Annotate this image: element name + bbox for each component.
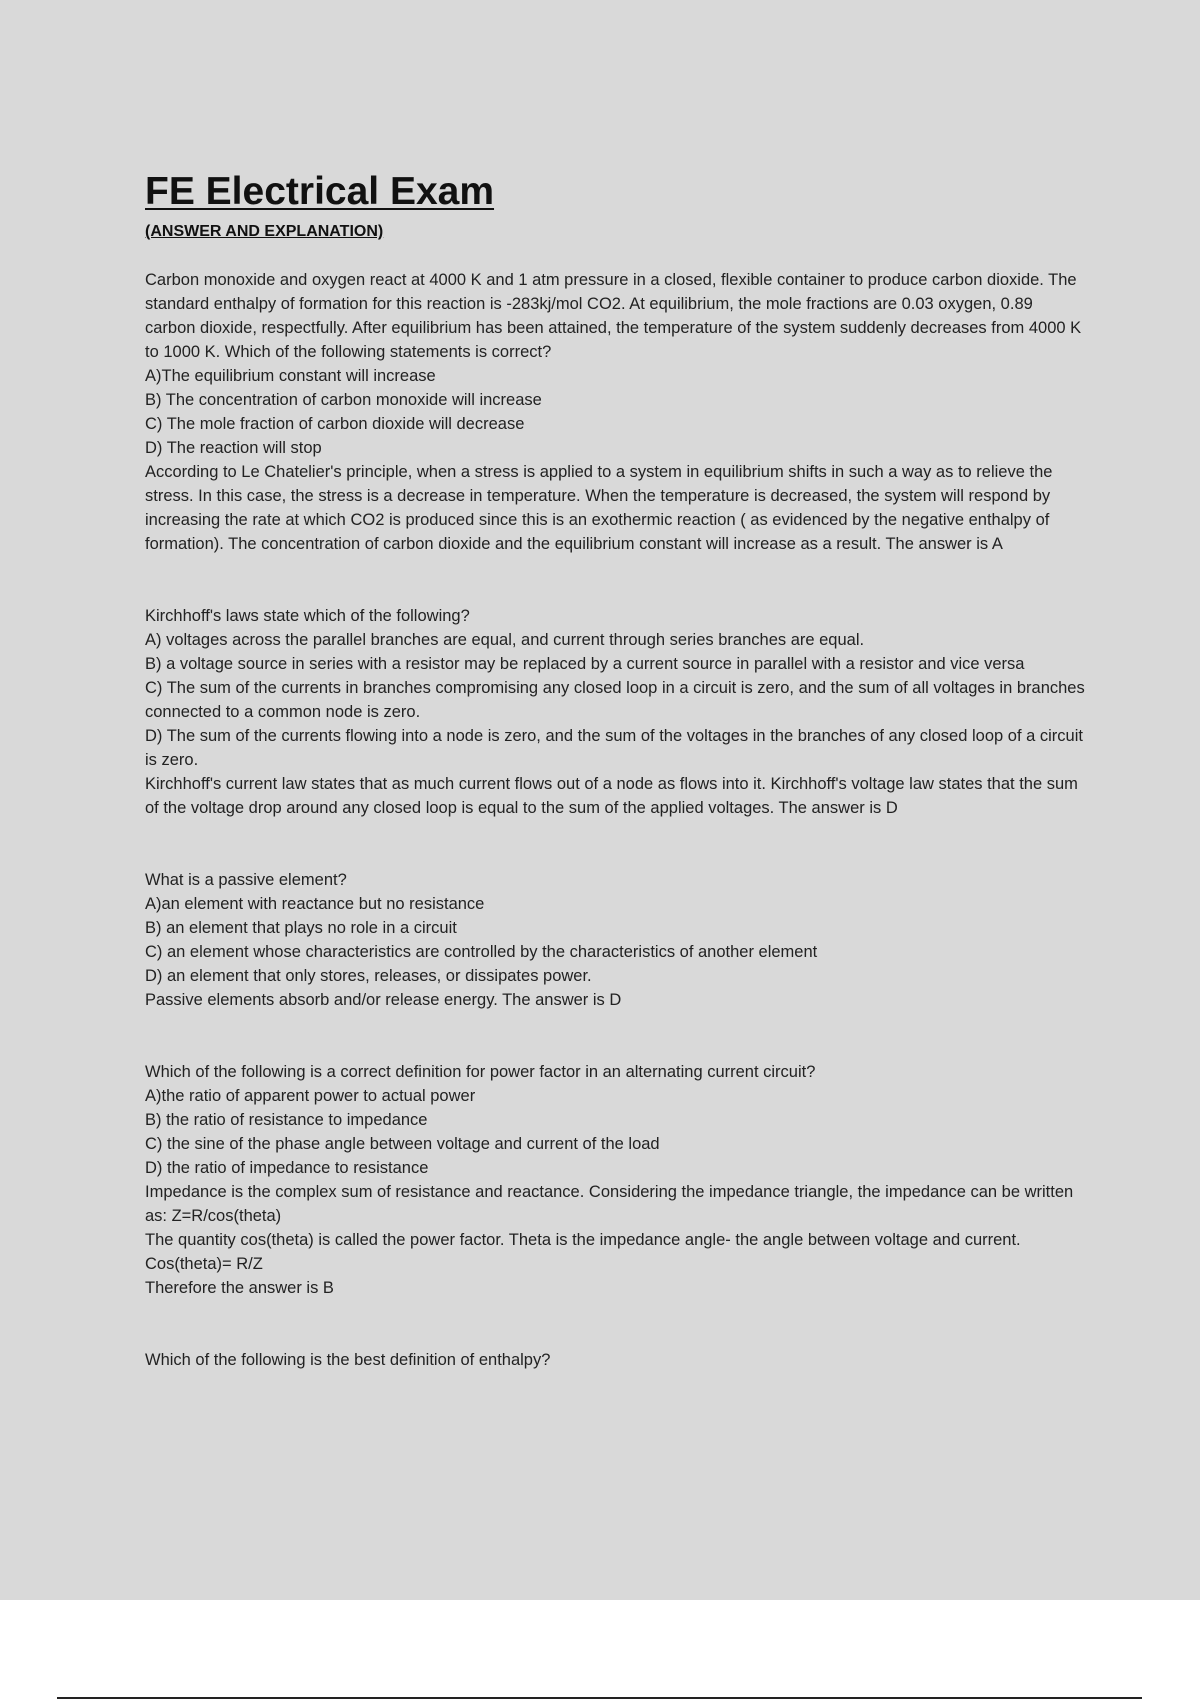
option-d: D) The sum of the currents flowing into a node is zero, and the sum of the voltages in the branches of any closed loop of a circuit is zero. xyxy=(145,727,1083,769)
question-block-2 xyxy=(145,604,1085,820)
explanation: Impedance is the complex sum of resistance and reactance. Considering the impedance triangle, the impedance can be written as: Z=R/cos(theta) xyxy=(145,1183,1074,1225)
answer-line: Therefore the answer is B xyxy=(145,1279,334,1297)
question-block-3 xyxy=(145,868,1085,1012)
page-title: FE Electrical Exam xyxy=(145,170,495,213)
option-a: A)the ratio of apparent power to actual power xyxy=(145,1087,476,1105)
option-d: D) an element that only stores, releases, or dissipates power. xyxy=(145,967,592,985)
option-a: A)an element with reactance but no resistance xyxy=(145,895,485,913)
explanation: The quantity cos(theta) is called the power factor. Theta is the impedance angle- the angle between voltage and current. xyxy=(145,1231,1021,1249)
option-c: C) The mole fraction of carbon dioxide will decrease xyxy=(145,415,525,433)
option-a: A) voltages across the parallel branches are equal, and current through series branches are equal. xyxy=(145,631,865,649)
footer-divider xyxy=(57,1697,1142,1699)
option-c: C) the sine of the phase angle between voltage and current of the load xyxy=(145,1135,660,1153)
question-text: Carbon monoxide and oxygen react at 4000 K and 1 atm pressure in a closed, flexible container to produce carbon dioxide. The standard enthalpy of formation for this reaction is -283kj/mol CO2. At equilibrium, the mole fractions are 0.03 oxygen, 0.89 carbon dioxide, respectfully. After equilibrium has been attained, the temperature of the system suddenly decreases from 4000 K to 1000 K. Which of the following statements is correct? xyxy=(145,271,1082,361)
document-content xyxy=(145,168,1085,1372)
option-a: A)The equilibrium constant will increase xyxy=(145,367,436,385)
formula: Cos(theta)= R/Z xyxy=(145,1255,263,1273)
option-b: B) The concentration of carbon monoxide will increase xyxy=(145,391,542,409)
question-text: Kirchhoff's laws state which of the following? xyxy=(145,607,470,625)
option-c: C) The sum of the currents in branches compromising any closed loop in a circuit is zero, and the sum of all voltages in branches connected to a common node is zero. xyxy=(145,679,1085,721)
option-d: D) the ratio of impedance to resistance xyxy=(145,1159,429,1177)
explanation: Passive elements absorb and/or release energy. The answer is D xyxy=(145,991,622,1009)
explanation: Kirchhoff's current law states that as much current flows out of a node as flows into it. Kirchhoff's voltage law states that the sum of the voltage drop around any closed loop is equal to the sum of the applied voltages. The answer is D xyxy=(145,775,1078,817)
question-block-4 xyxy=(145,1060,1085,1300)
explanation: According to Le Chatelier's principle, when a stress is applied to a system in equilibrium shifts in such a way as to relieve the stress. In this case, the stress is a decrease in temperature. When the temperature is decreased, the system will respond by increasing the rate at which CO2 is produced since this is an exothermic reaction ( as evidenced by the negative enthalpy of formation). The concentration of carbon dioxide and the equilibrium constant will increase as a result. The answer is A xyxy=(145,463,1053,553)
question-block-1 xyxy=(145,268,1085,556)
question-text: Which of the following is a correct definition for power factor in an alternating current circuit? xyxy=(145,1063,816,1081)
option-d: D) The reaction will stop xyxy=(145,439,322,457)
question-text: Which of the following is the best definition of enthalpy? xyxy=(145,1351,551,1369)
option-c: C) an element whose characteristics are controlled by the characteristics of another element xyxy=(145,943,818,961)
option-b: B) an element that plays no role in a circuit xyxy=(145,919,457,937)
option-b: B) a voltage source in series with a resistor may be replaced by a current source in parallel with a resistor and vice versa xyxy=(145,655,1025,673)
page-subtitle: (ANSWER AND EXPLANATION) xyxy=(145,223,384,240)
question-text: What is a passive element? xyxy=(145,871,347,889)
option-b: B) the ratio of resistance to impedance xyxy=(145,1111,428,1129)
question-block-5 xyxy=(145,1348,1085,1372)
